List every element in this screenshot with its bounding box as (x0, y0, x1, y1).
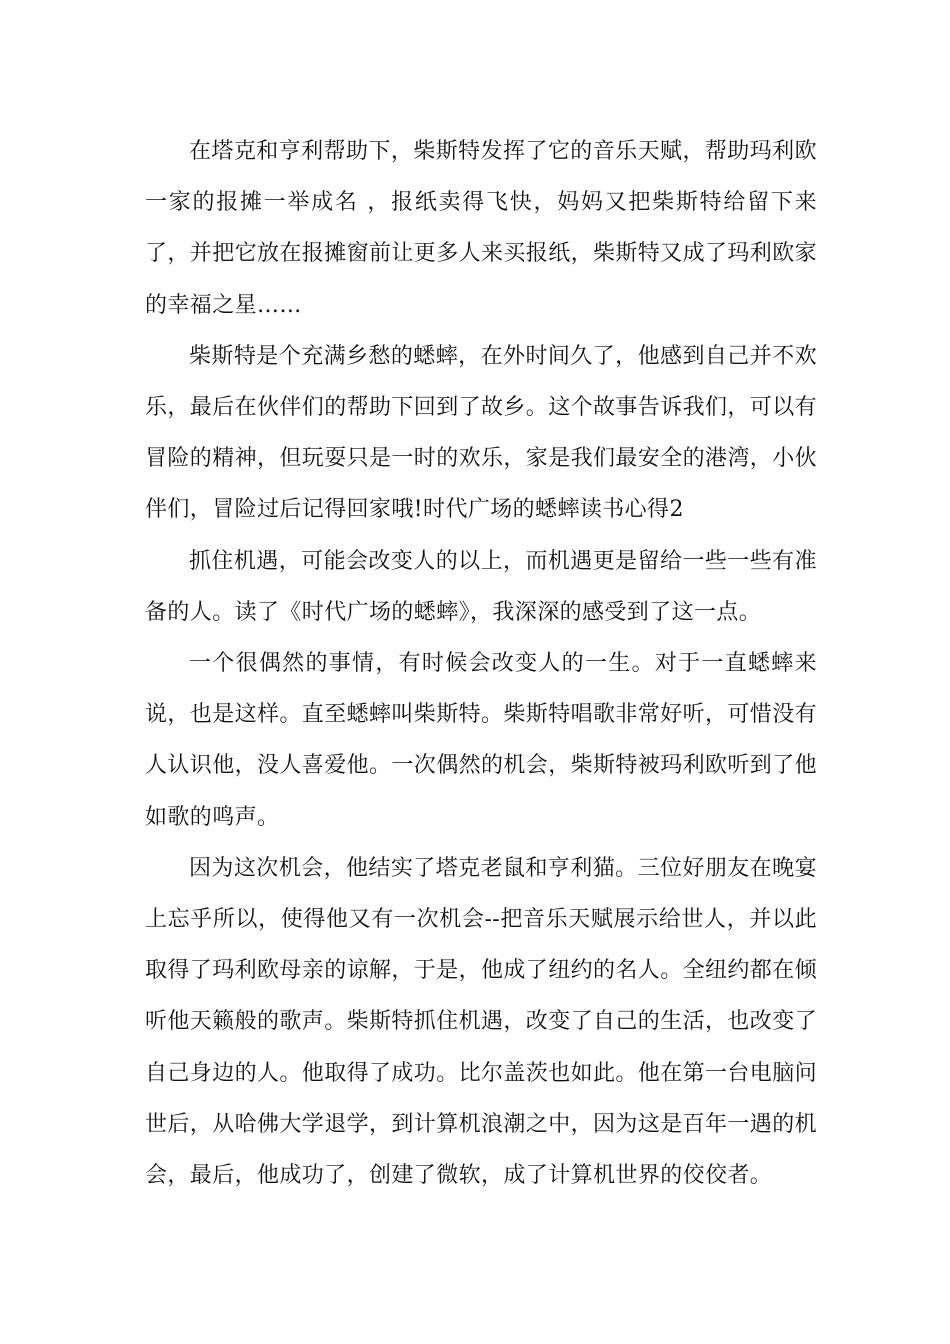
paragraph-chester-fame: 在塔克和亨利帮助下，柴斯特发挥了它的音乐天赋，帮助玛利欧一家的报摊一举成名 ，报纸卖得飞快，妈妈又把柴斯特给留下来了，并把它放在报摊窗前让更多人来买报纸，柴斯特又成了玛利欧家的幸福之星…… (145, 139, 818, 318)
paragraph-chance-event: 一个很偶然的事情，有时候会改变人的一生。对于一直蟋蟀来说，也是这样。直至蟋蟀叫柴斯特。柴斯特唱歌非常好听，可惜没有人认识他，没人喜爱他。一次偶然的机会，柴斯特被玛利欧听到了他如歌的鸣声。 (145, 651, 818, 830)
paragraph-success-story: 因为这次机会，他结实了塔克老鼠和亨利猫。三位好朋友在晚宴上忘乎所以，使得他又有一次机会--把音乐天赋展示给世人，并以此取得了玛利欧母亲的谅解，于是，他成了纽约的名人。全纽约都在倾听他天籁般的歌声。柴斯特抓住机遇，改变了自己的生活，也改变了自己身边的人。他取得了成功。比尔盖茨也如此。他在第一台电脑问世后，从哈佛大学退学，到计算机浪潮之中，因为这是百年一遇的机会，最后，他成功了，创建了微软，成了计算机世界的佼佼者。 (145, 855, 818, 1189)
document-body (145, 126, 817, 1201)
paragraph-seize-opportunity: 抓住机遇，可能会改变人的以上，而机遇更是留给一些一些有准备的人。读了《时代广场的蟋蟀》，我深深的感受到了这一点。 (145, 548, 817, 625)
paragraph-homesick-cricket: 柴斯特是个充满乡愁的蟋蟀，在外时间久了，他感到自己并不欢乐，最后在伙伴们的帮助下回到了故乡。这个故事告诉我们，可以有冒险的精神，但玩耍只是一时的欢乐，家是我们最安全的港湾，小伙伴们，冒险过后记得回家哦!时代广场的蟋蟀读书心得2 (145, 343, 818, 523)
